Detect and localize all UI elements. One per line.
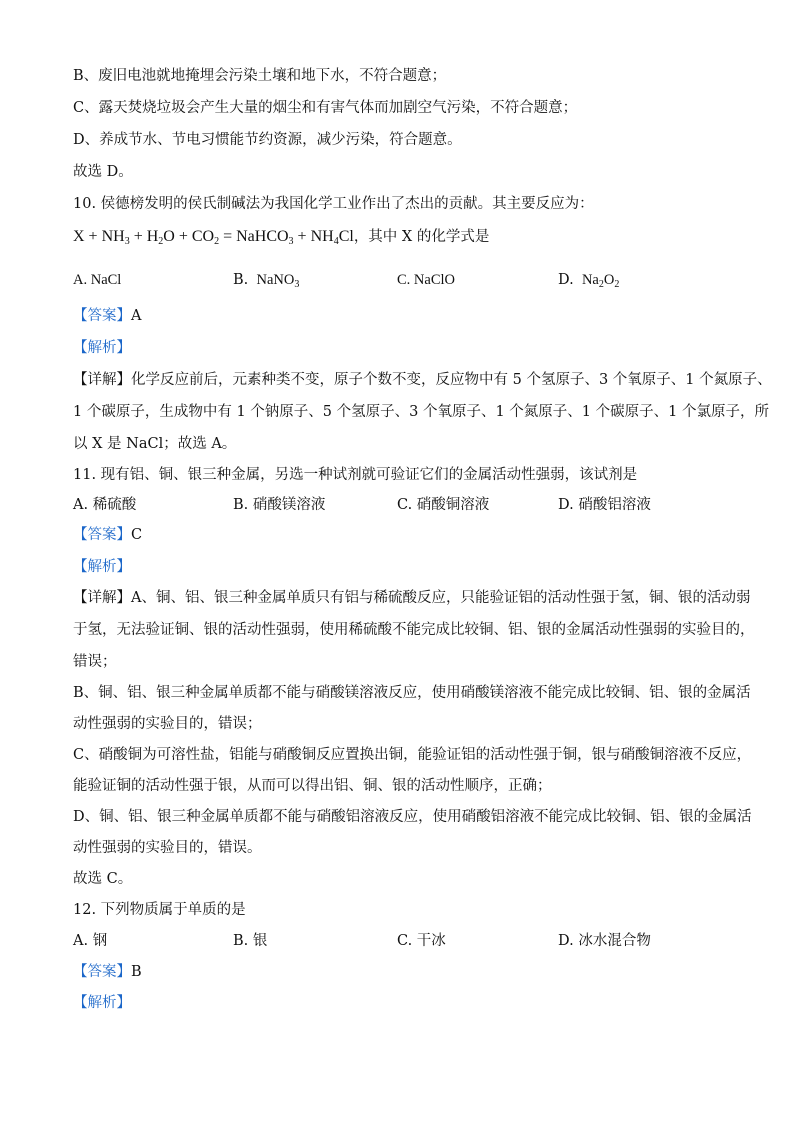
q10-chemical-equation: $X + NH_3 + H_2O + CO_2$ = NaHCO$_3$ + $NH_4Cl$ <box>73 228 354 247</box>
q10-option-d-label: D. <box>558 272 574 288</box>
prev-option-d-explanation: D、养成节水、节电习惯能节约资源，减少污染，符合题意。 <box>73 132 462 148</box>
q11-detail-tag: 【详解】 <box>73 590 131 606</box>
q11-detail-c-line-2: 能验证铜的活动性强于银，从而可以得出铝、铜、银的活动性顺序，正确； <box>73 778 552 794</box>
q11-detail-c-line-1: C、硝酸铜为可溶性盐，铝能与硝酸铜反应置换出铜，能验证铝的活动性强于铜，银与硝酸铜溶液不反应， <box>73 747 752 763</box>
q12-analysis-heading <box>73 993 131 1013</box>
prev-option-c-explanation: C、露天焚烧垃圾会产生大量的烟尘和有害气体而加剧空气污染，不符合题意； <box>73 100 578 116</box>
q10-option-a: A. NaCl <box>73 272 122 288</box>
q11-detail-a-line-3: 错误； <box>73 654 117 670</box>
q11-detail-a-line-1 <box>73 588 750 608</box>
q10-equation-line <box>73 227 489 247</box>
q10-answer-tag: 【答案】 <box>73 308 131 324</box>
q10-stem: 10. 侯德榜发明的侯氏制碱法为我国化学工业作出了杰出的贡献。其主要反应为： <box>73 196 594 212</box>
q10-option-b <box>233 270 299 290</box>
q11-detail-b-line-2: 动性强弱的实验目的，错误； <box>73 716 262 732</box>
q10-detail-line-3: 以 X 是 NaCl；故选 A。 <box>73 436 237 452</box>
q12-analysis-tag: 【解析】 <box>73 995 131 1011</box>
prev-conclusion: 故选 D。 <box>73 164 133 180</box>
q10-detail-text-1: 化学反应前后，元素种类不变，原子个数不变，反应物中有 5 个氢原子、3 个氧原子、1 个氮原子、 <box>131 372 772 388</box>
q11-answer <box>73 525 142 545</box>
q11-option-c: C. 硝酸铜溶液 <box>397 497 490 513</box>
q11-detail-a-line-2: 于氢，无法验证铜、银的活动性强弱，使用稀硫酸不能完成比较铜、铝、银的金属活动性强弱的实验目的， <box>73 622 755 638</box>
q11-analysis-tag: 【解析】 <box>73 559 131 575</box>
q12-option-d: D. 冰水混合物 <box>558 933 651 949</box>
q11-option-d: D. 硝酸铝溶液 <box>558 497 651 513</box>
prev-option-b-explanation: B、废旧电池就地掩埋会污染土壤和地下水，不符合题意； <box>73 68 447 84</box>
q10-analysis-tag: 【解析】 <box>73 340 131 356</box>
q11-stem: 11. 现有铝、铜、银三种金属，另选一种试剂就可验证它们的金属活动性强弱，该试剂是 <box>73 467 638 483</box>
q11-answer-tag: 【答案】 <box>73 527 131 543</box>
q10-detail-tag: 【详解】 <box>73 372 131 388</box>
q10-option-d-formula: $Na_2O_2$ <box>578 272 620 290</box>
q10-answer <box>73 306 141 326</box>
q11-detail-d-line-2: 动性强弱的实验目的，错误。 <box>73 840 262 856</box>
q10-option-b-formula: NaNO$_3$ <box>252 272 300 290</box>
q12-option-a: A. 钢 <box>73 933 108 949</box>
q10-option-b-label: B. <box>233 272 249 288</box>
q10-option-c: C. NaClO <box>397 272 455 288</box>
q11-analysis-heading <box>73 557 131 577</box>
q12-option-c: C. 干冰 <box>397 933 446 949</box>
q10-detail-line-2: 1 个碳原子，生成物中有 1 个钠原子、5 个氢原子、3 个氧原子、1 个氮原子、1 个碳原子、1 个氯原子，所 <box>73 404 769 420</box>
q11-detail-d-line-1: D、铜、铝、银三种金属单质都不能与硝酸铝溶液反应，使用硝酸铝溶液不能完成比较铜、铝、银的金属活 <box>73 809 752 825</box>
q10-analysis-heading <box>73 338 131 358</box>
q10-option-d <box>558 270 619 290</box>
q10-answer-value: A <box>131 308 142 324</box>
q11-option-b: B. 硝酸镁溶液 <box>233 497 326 513</box>
q11-conclusion: 故选 C。 <box>73 871 133 887</box>
q11-detail-b-line-1: B、铜、铝、银三种金属单质都不能与硝酸镁溶液反应，使用硝酸镁溶液不能完成比较铜、铝、银的金属活 <box>73 685 751 701</box>
q12-stem: 12. 下列物质属于单质的是 <box>73 902 246 918</box>
q10-detail-line-1 <box>73 370 772 390</box>
q11-option-a: A. 稀硫酸 <box>73 497 137 513</box>
q12-answer-tag: 【答案】 <box>73 964 131 980</box>
q12-option-b: B. 银 <box>233 933 268 949</box>
q12-answer <box>73 962 142 982</box>
q12-answer-value: B <box>131 964 142 980</box>
q10-equation-tail: ，其中 X 的化学式是 <box>353 229 490 245</box>
q11-detail-a-text-1: A、铜、铝、银三种金属单质只有铝与稀硫酸反应，只能验证铝的活动性强于氢，铜、银的活动弱 <box>131 590 751 606</box>
q11-answer-value: C <box>131 527 143 543</box>
